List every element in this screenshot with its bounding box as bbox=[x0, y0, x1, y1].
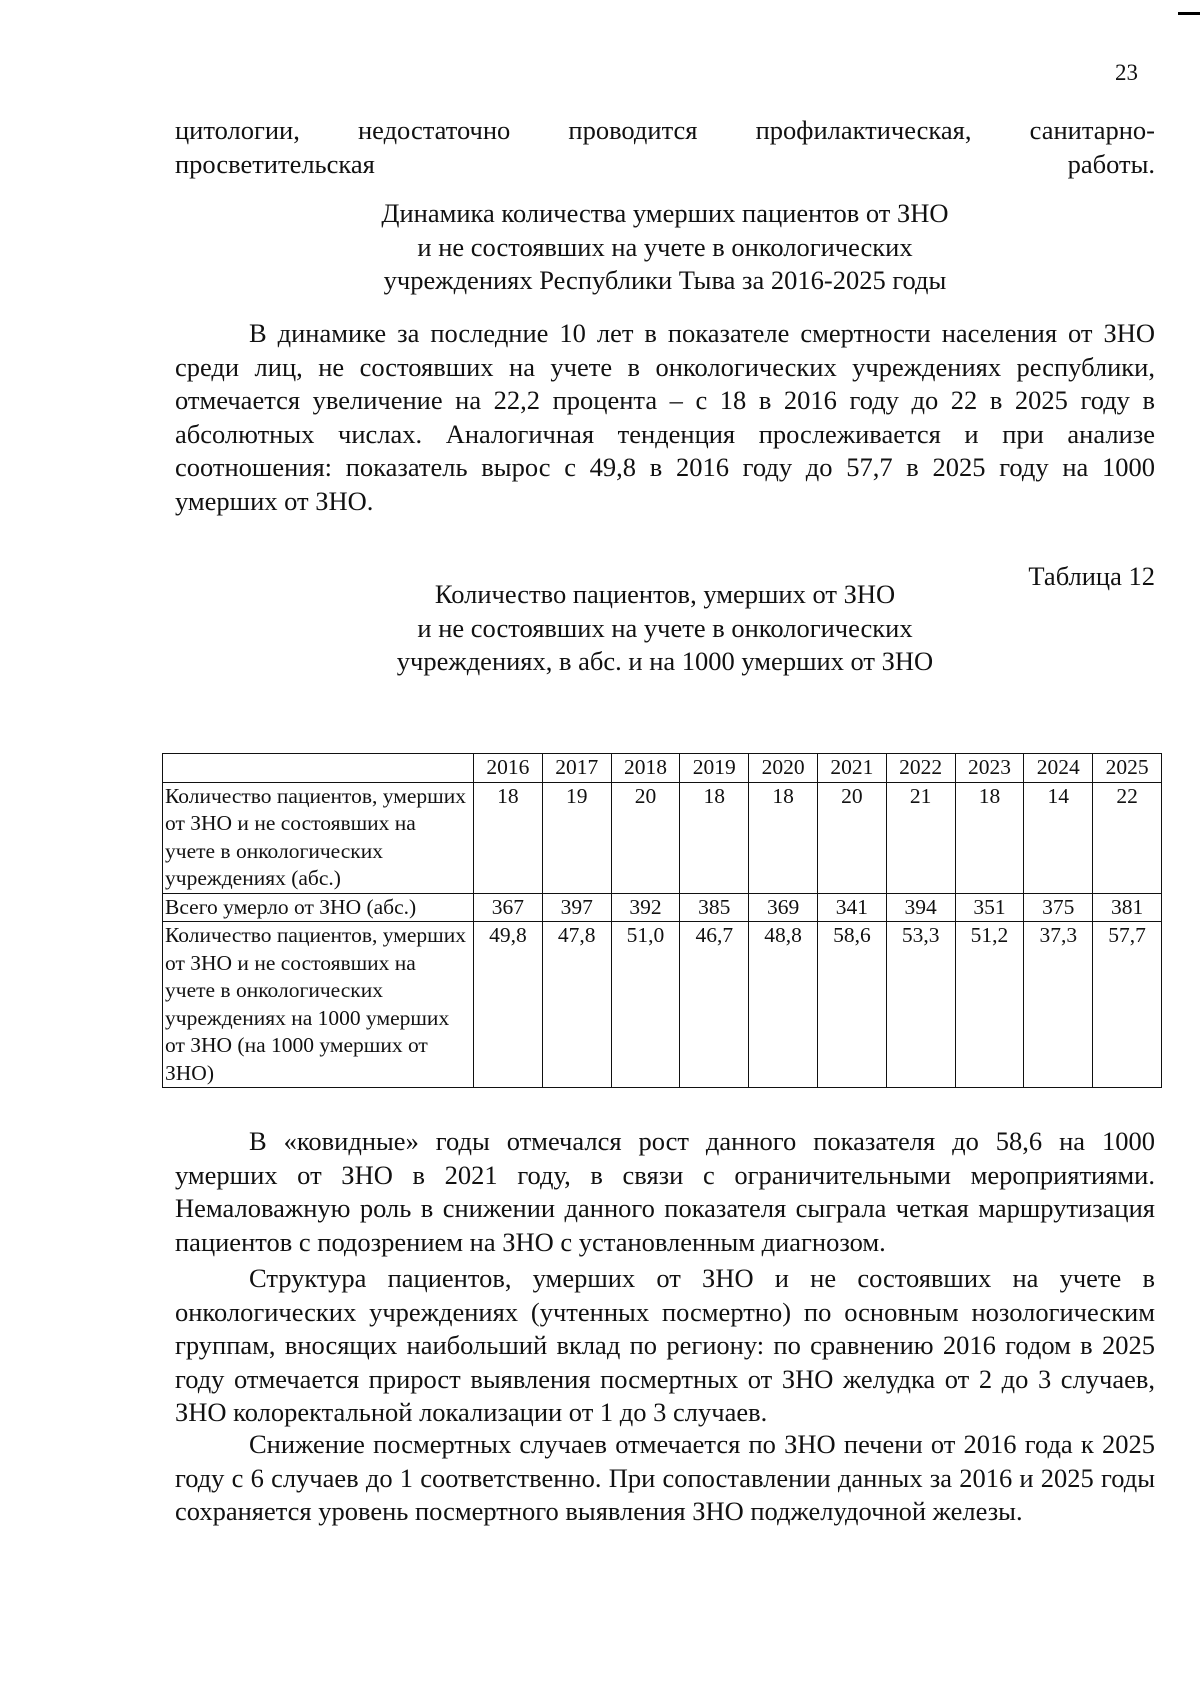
paragraph-covid: В «ковидные» годы отмечался рост данного показателя до 58,6 на 1000 умерших от ЗНО в 2021 году, в связи с ограничительными мероприятиями. Немаловажную роль в снижении данного показателя сыграла четкая маршрутизация пациентов с подозрением на ЗНО с установленным диагнозом. bbox=[175, 1126, 1155, 1257]
table-cell: 341 bbox=[817, 893, 886, 922]
scan-edge-mark bbox=[1178, 12, 1200, 15]
table-cell: 48,8 bbox=[749, 922, 818, 1088]
year-header: 2024 bbox=[1024, 754, 1093, 783]
year-header: 2017 bbox=[542, 754, 611, 783]
row-label: Количество пациентов, умерших от ЗНО и не состоявших на учете в онкологических учреждениях (абс.) bbox=[163, 782, 474, 893]
table-cell: 375 bbox=[1024, 893, 1093, 922]
table-cell: 21 bbox=[886, 782, 955, 893]
table-row bbox=[163, 893, 1162, 922]
table-cell: 18 bbox=[955, 782, 1024, 893]
table-cell: 351 bbox=[955, 893, 1024, 922]
table-cell: 53,3 bbox=[886, 922, 955, 1088]
table-title-line-1: Количество пациентов, умерших от ЗНО bbox=[434, 579, 896, 609]
section-heading-line-2: и не состоявших на учете в онкологических bbox=[417, 231, 913, 262]
table-cell: 37,3 bbox=[1024, 922, 1093, 1088]
intro-line-2: просветительская работы. bbox=[175, 148, 1155, 179]
table-cell: 20 bbox=[817, 782, 886, 893]
table-label: Таблица 12 bbox=[1028, 561, 1155, 591]
table-cell: 19 bbox=[542, 782, 611, 893]
paragraph-dynamics: В динамике за последние 10 лет в показателе смертности населения от ЗНО среди лиц, не состоявших на учете в онкологических учреждениях республики, отмечается увеличение на 22,2 процента – с 18 в 2016 году до 22 в 2025 году в абсолютных числах. Аналогичная тенденция прослеживается и при анализе соотношения: показатель вырос с 49,8 в 2016 году до 57,7 в 2025 году на 1000 умерших от ЗНО. bbox=[175, 318, 1155, 516]
table-cell: 57,7 bbox=[1093, 922, 1162, 1088]
year-header: 2021 bbox=[817, 754, 886, 783]
table-cell: 392 bbox=[611, 893, 680, 922]
table-corner-cell bbox=[163, 754, 474, 783]
paragraph-structure: Структура пациентов, умерших от ЗНО и не состоявших на учете в онкологических учреждениях (учтенных посмертно) по основным нозологическим группам, вносящих наибольший вклад по региону: по сравнению 2016 годом в 2025 году отмечается прирост выявления посмертных от ЗНО желудка от 2 до 3 случаев, ЗНО колоректальной локализации от 1 до 3 случаев. bbox=[175, 1263, 1155, 1427]
row-label: Количество пациентов, умерших от ЗНО и не состоявших на учете в онкологических учреждениях на 1000 умерших от ЗНО (на 1000 умерших от ЗНО) bbox=[163, 922, 474, 1088]
table-cell: 18 bbox=[680, 782, 749, 893]
year-header: 2025 bbox=[1093, 754, 1162, 783]
year-header: 2019 bbox=[680, 754, 749, 783]
table-cell: 51,0 bbox=[611, 922, 680, 1088]
section-heading bbox=[175, 197, 1155, 298]
row-label: Всего умерло от ЗНО (абс.) bbox=[163, 893, 474, 922]
table-cell: 397 bbox=[542, 893, 611, 922]
table-title bbox=[175, 578, 1155, 679]
section-heading-line-1: Динамика количества умерших пациентов от ЗНО bbox=[381, 198, 949, 228]
year-header: 2020 bbox=[749, 754, 818, 783]
table-cell: 20 bbox=[611, 782, 680, 893]
mortality-table bbox=[162, 753, 1162, 1088]
table-cell: 49,8 bbox=[474, 922, 543, 1088]
table-cell: 385 bbox=[680, 893, 749, 922]
table-header-row bbox=[163, 754, 1162, 783]
table-cell: 394 bbox=[886, 893, 955, 922]
table-cell: 18 bbox=[749, 782, 818, 893]
intro-line-1: цитологии, недостаточно проводится профилактическая, санитарно- bbox=[175, 115, 1155, 145]
table-cell: 58,6 bbox=[817, 922, 886, 1088]
table-cell: 381 bbox=[1093, 893, 1162, 922]
year-header: 2018 bbox=[611, 754, 680, 783]
table-cell: 367 bbox=[474, 893, 543, 922]
table-cell: 22 bbox=[1093, 782, 1162, 893]
table-row bbox=[163, 782, 1162, 893]
paragraph-decrease: Снижение посмертных случаев отмечается по ЗНО печени от 2016 года к 2025 году с 6 случаев до 1 соответственно. При сопоставлении данных за 2016 и 2025 годы сохраняется уровень посмертного выявления ЗНО поджелудочной железы. bbox=[175, 1429, 1155, 1526]
section-heading-line-3: учреждениях Республики Тыва за 2016-2025 годы bbox=[383, 265, 947, 295]
table-cell: 46,7 bbox=[680, 922, 749, 1088]
table-cell: 51,2 bbox=[955, 922, 1024, 1088]
table-cell: 369 bbox=[749, 893, 818, 922]
year-header: 2022 bbox=[886, 754, 955, 783]
table-title-line-3: учреждениях, в абс. и на 1000 умерших от ЗНО bbox=[396, 646, 934, 676]
table-cell: 47,8 bbox=[542, 922, 611, 1088]
table-row bbox=[163, 922, 1162, 1088]
table-title-line-2: и не состоявших на учете в онкологических bbox=[417, 612, 913, 643]
year-header: 2016 bbox=[474, 754, 543, 783]
year-header: 2023 bbox=[955, 754, 1024, 783]
intro-paragraph bbox=[175, 114, 1155, 181]
page-number: 23 bbox=[1115, 60, 1138, 85]
table-cell: 14 bbox=[1024, 782, 1093, 893]
table-cell: 18 bbox=[474, 782, 543, 893]
